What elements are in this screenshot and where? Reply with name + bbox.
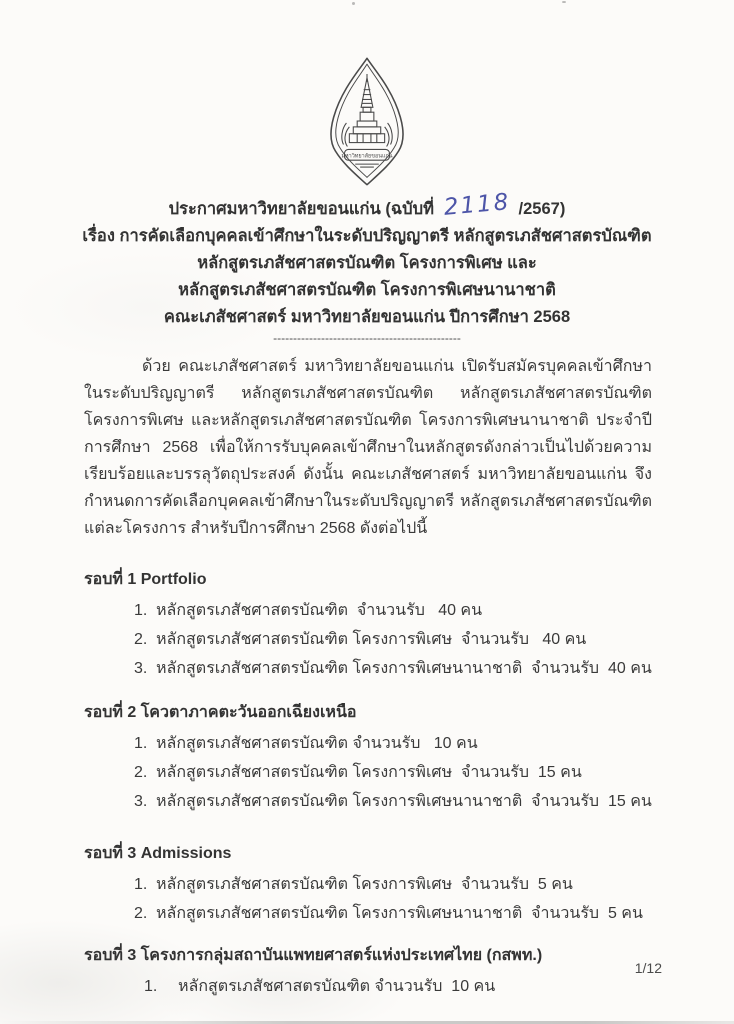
section-heading: รอบที่ 2 โควตาภาคตะวันออกเฉียงเหนือ: [84, 704, 357, 721]
item-text: หลักสูตรเภสัชศาสตรบัณฑิต โครงการพิเศษ จำนวนรับ 40 คน: [156, 631, 587, 648]
item-text: หลักสูตรเภสัชศาสตรบัณฑิต โครงการพิเศษนานาชาติ จำนวนรับ 5 คน: [156, 905, 643, 922]
title-block: [0, 189, 734, 345]
item-text: หลักสูตรเภสัชศาสตรบัณฑิต โครงการพิเศษนานาชาติ จำนวนรับ 40 คน: [156, 660, 652, 677]
item-number: 2.: [134, 905, 148, 922]
list-item: [134, 625, 652, 654]
section-heading: รอบที่ 1 Portfolio: [84, 571, 207, 588]
item-number: 2.: [134, 764, 148, 781]
title-prefix: ประกาศมหาวิทยาลัยขอนแก่น (ฉบับที่: [168, 200, 434, 218]
logo-banner-text: มหาวิทยาลัยขอนแก่น: [341, 153, 393, 160]
intro-paragraph: ด้วย คณะเภสัชศาสตร์ มหาวิทยาลัยขอนแก่น เปิดรับสมัครบุคคลเข้าศึกษาในระดับปริญญาตรี หลักสูตรเภสัชศาสตรบัณฑิต หลักสูตรเภสัชศาสตรบัณฑิต โครงการพิเศษ และหลักสูตรเภสัชศาสตรบัณฑิต โครงการพิเศษนานาชาติ ประจำปีการศึกษา 2568 เพื่อให้การรับบุคคลเข้าศึกษาในหลักสูตรดังกล่าวเป็นไปด้วยความเรียบร้อยและบรรลุวัตถุประสงค์ ดังนั้น คณะเภสัชศาสตร์ มหาวิทยาลัยขอนแก่น จึงกำหนดการคัดเลือกบุคคลเข้าศึกษาในระดับปริญญาตรี หลักสูตรเภสัชศาสตรบัณฑิต แต่ละโครงการ สำหรับปีการศึกษา 2568 ดังต่อไปนี้: [84, 358, 652, 537]
list-item: [134, 654, 652, 683]
program-list: [84, 870, 652, 928]
section-round-3-admissions: [84, 842, 652, 928]
list-item: [134, 870, 652, 899]
list-item: [134, 758, 652, 787]
university-logo: [0, 0, 734, 188]
item-text: หลักสูตรเภสัชศาสตรบัณฑิต จำนวนรับ 40 คน: [156, 602, 483, 619]
item-text: หลักสูตรเภสัชศาสตรบัณฑิต โครงการพิเศษ จำนวนรับ 15 คน: [156, 764, 582, 781]
page-number: 1/12: [634, 960, 662, 976]
title-suffix: /2567): [518, 200, 566, 218]
khon-kaen-university-seal-icon: [318, 56, 416, 188]
item-text: หลักสูตรเภสัชศาสตรบัณฑิต โครงการพิเศษ จำนวนรับ 5 คน: [156, 876, 573, 893]
title-line-4: หลักสูตรเภสัชศาสตรบัณฑิต โครงการพิเศษนานาชาติ: [178, 281, 556, 299]
list-item: [134, 729, 652, 758]
item-number: 1.: [144, 978, 158, 995]
item-number: 1.: [134, 602, 148, 619]
list-item: [144, 972, 652, 1001]
scan-artifact: [562, 1, 566, 3]
item-text: หลักสูตรเภสัชศาสตรบัณฑิต โครงการพิเศษนานาชาติ จำนวนรับ 15 คน: [156, 793, 652, 810]
title-line-3: หลักสูตรเภสัชศาสตรบัณฑิต โครงการพิเศษ และ: [197, 254, 537, 272]
section-heading: รอบที่ 3 Admissions: [84, 845, 232, 862]
list-item: [134, 787, 652, 816]
item-number: 1.: [134, 735, 148, 752]
section-round-2-quota: [84, 701, 652, 816]
list-item: [134, 596, 652, 625]
item-number: 2.: [134, 631, 148, 648]
dashed-separator: -----------------------------------------------: [273, 331, 461, 345]
item-text: หลักสูตรเภสัชศาสตรบัณฑิต จำนวนรับ 10 คน: [178, 978, 496, 995]
item-number: 1.: [134, 876, 148, 893]
announcement-title-line: [0, 189, 734, 223]
title-line-5: คณะเภสัชศาสตร์ มหาวิทยาลัยขอนแก่น ปีการศึกษา 2568: [163, 308, 571, 326]
scan-artifact: [352, 2, 355, 5]
handwritten-issue-number: 2118: [442, 189, 512, 221]
item-number: 3.: [134, 793, 148, 810]
subject-line: เรื่อง การคัดเลือกบุคคลเข้าศึกษาในระดับปริญญาตรี หลักสูตรเภสัชศาสตรบัณฑิต: [82, 227, 652, 245]
program-list: [84, 596, 652, 683]
item-number: 3.: [134, 660, 148, 677]
section-round-1-portfolio: [84, 568, 652, 683]
section-round-3-cotmes: [84, 944, 652, 1001]
list-item: [134, 899, 652, 928]
section-heading: รอบที่ 3 โครงการกลุ่มสถาบันแพทยศาสตร์แห่งประเทศไทย (กสพท.): [84, 947, 543, 964]
program-list: [84, 729, 652, 816]
item-text: หลักสูตรเภสัชศาสตรบัณฑิต จำนวนรับ 10 คน: [156, 735, 478, 752]
program-list: [84, 972, 652, 1001]
